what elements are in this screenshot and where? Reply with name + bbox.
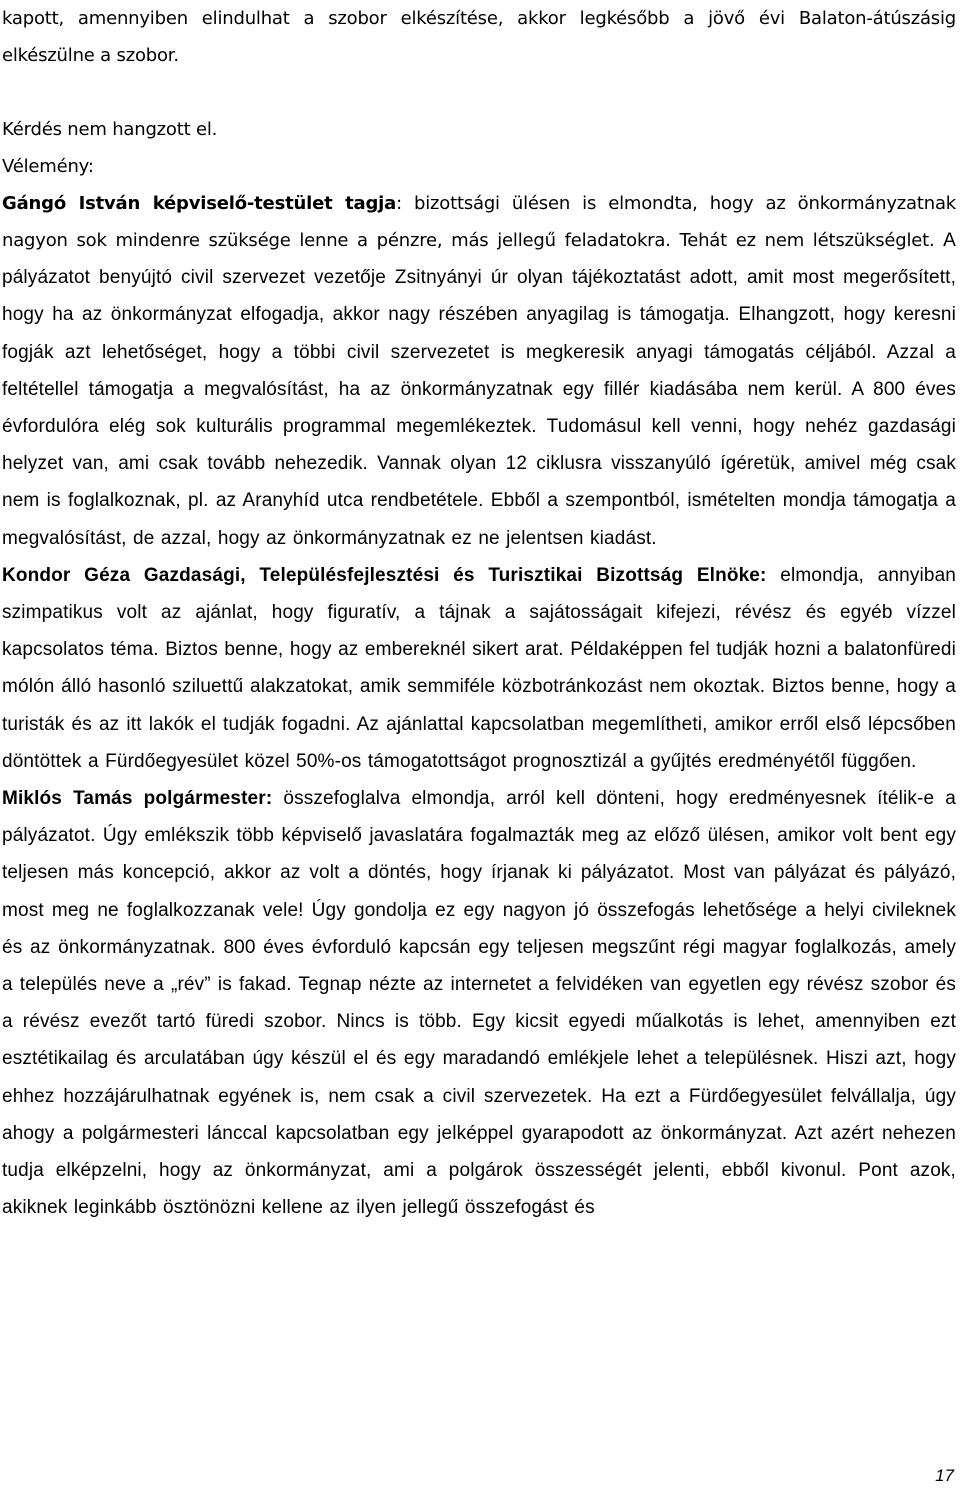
speaker-name-miklos: Miklós Tamás polgármester:	[2, 788, 273, 810]
miklos-text: összefoglalva elmondja, arról kell dönteni, hogy eredményesnek ítélik-e a pályázatot. Úgy emlékszik több képviselő javaslatára fogalmazták meg az előző ülésen, amikor volt bent egy teljesen más koncepció, akkor az volt a döntés, hogy írjanak ki pályázatot. Most van pályázat és pályázó, most meg ne foglalkozzanak vele! Úgy gondolja ez egy nagyon jó összefogás lehetősége a helyi civileknek és az önkormányzatnak. 800 éves évforduló kapcsán egy teljesen megszűnt régi magyar foglalkozás, amely a település neve a „rév” is fakad. Tegnap nézte az internetet a felvidéken van egyetlen egy révész szobor és a révész evezőt tartó füredi szobor. Nincs is több. Egy kicsit egyedi műalkotás is lehet, amennyiben ezt esztétikailag és arculatában úgy készül el és egy maradandó emlékjele lehet a településnek. Hiszi azt, hogy ehhez hozzájárulhatnak egyének is, nem csak a civil szervezetek. Ha ezt a Fürdőegyesület felvállalja, úgy ahogy a polgármesteri lánccal kapcsolatban egy jelképpel gyarapodott az önkormányzat. Azt azért nehezen tudja elképzelni, hogy az önkormányzat, ami a polgárok összességét jelenti, ebből kivonul. Pont azok, akiknek leginkább ösztönözni kellene az ilyen jellegű összefogást és	[2, 788, 956, 1219]
miklos-paragraph	[2, 780, 956, 1226]
document-page	[2, 0, 956, 1226]
page-number: 17	[935, 1466, 954, 1485]
question-line: Kérdés nem hangzott el.	[2, 119, 218, 140]
speaker-name-gango: Gángó István képviselő-testület tagja	[2, 193, 397, 214]
gango-text-part2: A pályázatot benyújtó civil szervezet vezetője Zsitnyányi úr olyan tájékoztatást adott, amit most megerősített, hogy ha az önkormányzat elfogadja, akkor nagy részében anyagilag is támogatja. Elhangzott, hogy keresni fogják azt lehetőséget, hogy a többi civil szervezetet is megkeresik anyagi támogatás céljából. Azzal a feltétellel támogatja a megvalósítást, ha az önkormányzatnak egy fillér kiadásába nem kerül. A 800 éves évfordulóra elég sok kulturális programmal megemlékeztek. Tudomásul kell venni, hogy nehéz gazdasági helyzet van, ami csak tovább nehezedik. Vannak olyan 12 ciklusra visszanyúló ígéretük, amivel még csak nem is foglalkoznak, pl. az Aranyhíd utca rendbetétele. Ebből a szempontból, ismételten mondja támogatja a megvalósítást, de azzal, hogy az önkormányzatnak ez ne jelentsen kiadást.	[2, 230, 956, 549]
speaker-colon: :	[396, 193, 402, 214]
kondor-text: elmondja, annyiban szimpatikus volt az ajánlat, hogy figuratív, a tájnak a sajátosságait kifejezi, révész és egyéb vízzel kapcsolatos téma. Biztos benne, hogy az embereknél sikert arat. Példaképpen fel tudják hozni a balatonfüredi mólón álló hasonló sziluettű alakzatokat, amik semmiféle közbotránkozást nem okoztak. Biztos benne, hogy a turisták és az itt lakók el tudják fogadni. Az ajánlattal kapcsolatban megemlítheti, amikor erről első lépcsőben döntöttek a Fürdőegyesület közel 50%-os támogatottságot prognosztizál a gyűjtés eredményétől függően.	[2, 564, 957, 772]
gango-text-part1: bizottsági ülésen is elmondta, hogy az önkormányzatnak nagyon sok mindenre szüksége lenne a pénzre, más jellegű feladatokra. Tehát ez nem létszükséglet.	[2, 193, 956, 251]
opinion-label: Vélemény:	[2, 156, 94, 177]
gango-paragraph	[2, 185, 956, 557]
kondor-paragraph	[2, 557, 956, 780]
speaker-name-kondor: Kondor Géza Gazdasági, Településfejlesztési és Turisztikai Bizottság Elnöke:	[2, 564, 767, 586]
intro-paragraph: kapott, amennyiben elindulhat a szobor elkészítése, akkor legkésőbb a jövő évi Balaton-átúszásig elkészülne a szobor.	[2, 8, 956, 66]
